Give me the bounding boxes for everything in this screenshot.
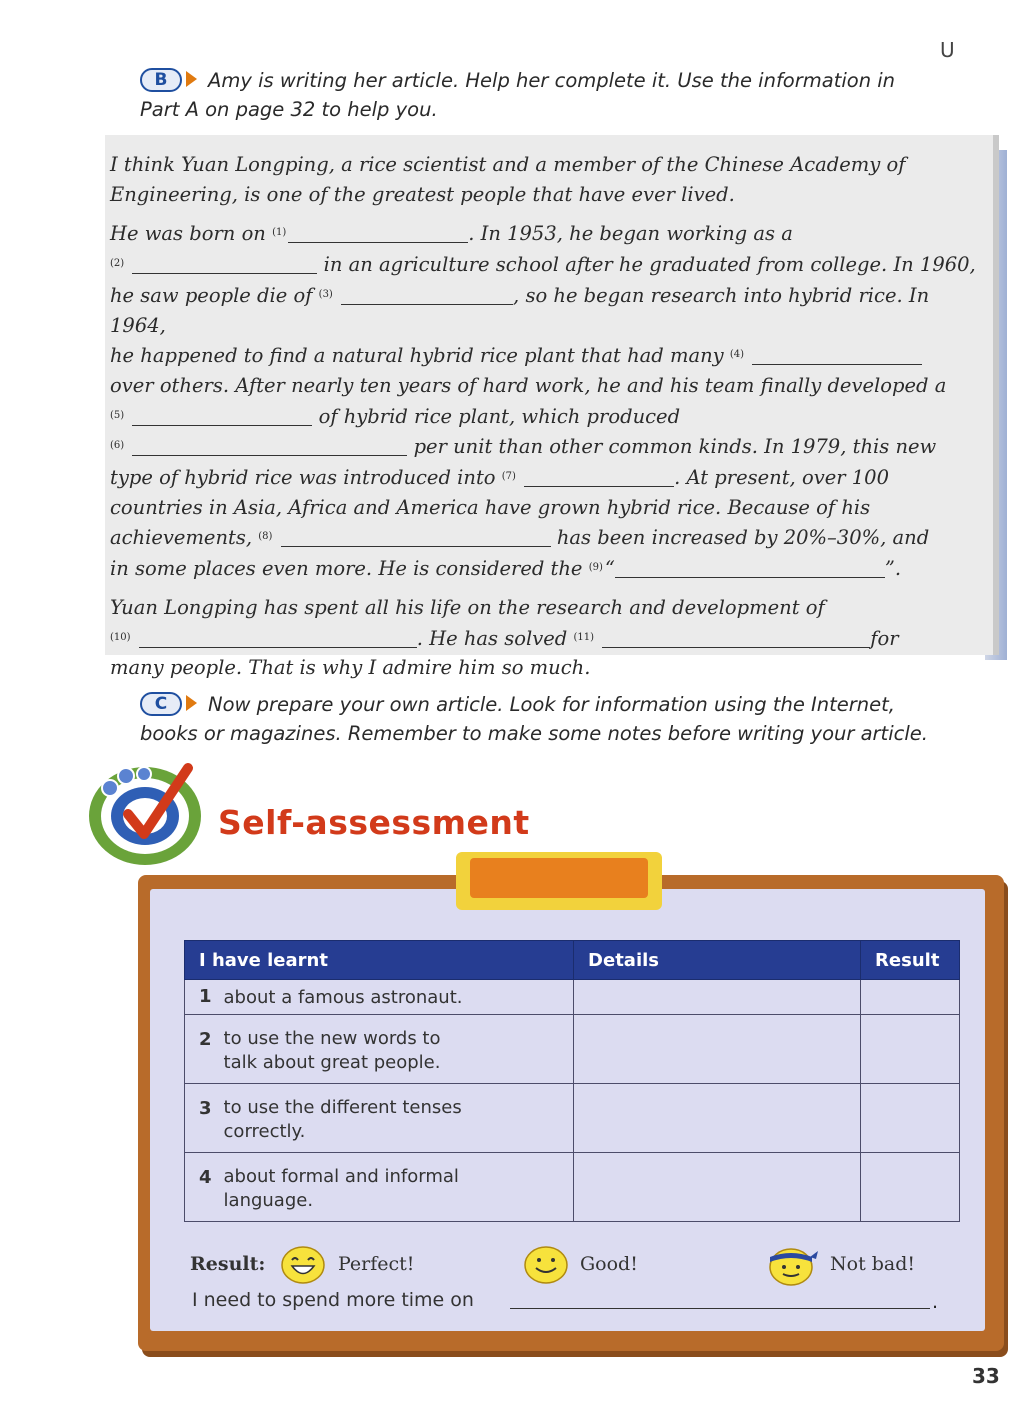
- blank-number: (3): [318, 288, 333, 300]
- section-c-instructions: [140, 690, 950, 748]
- text: . He has solved: [416, 626, 568, 650]
- blank-number: (11): [573, 631, 595, 643]
- article-line: over others. After nearly ten years of hard work, he and his team finally developed a: [110, 373, 947, 397]
- blank-number: (5): [110, 409, 125, 421]
- text: . In 1953, he began working as a: [468, 222, 793, 246]
- article-line: [110, 218, 980, 249]
- answer-blank-7[interactable]: [524, 468, 674, 487]
- row-text: [218, 1084, 574, 1153]
- article-line: [110, 401, 980, 432]
- instruction-line: Part A on page 32 to help you.: [140, 98, 438, 121]
- text: type of hybrid rice was introduced into: [110, 466, 496, 490]
- row-text-line: language.: [223, 1190, 314, 1211]
- good-label: Good!: [580, 1253, 638, 1275]
- smiling-face-icon[interactable]: [523, 1245, 569, 1285]
- play-arrow-icon: [186, 695, 197, 711]
- table-row: [185, 980, 960, 1015]
- answer-blank-4[interactable]: [752, 346, 922, 365]
- text: , so he began research into hybrid rice. In 1964,: [110, 283, 930, 337]
- text: for: [870, 626, 899, 650]
- answer-blank-1[interactable]: [288, 224, 468, 243]
- text: He was born on: [110, 222, 266, 246]
- table-row: [185, 1084, 960, 1153]
- table-header-row: [185, 941, 960, 980]
- article-line: [110, 249, 980, 280]
- result-cell[interactable]: [861, 1015, 960, 1084]
- text: ”.: [884, 557, 902, 581]
- not-bad-label: Not bad!: [830, 1253, 916, 1275]
- row-number: 2: [185, 1015, 218, 1084]
- answer-blank-9[interactable]: [615, 559, 885, 578]
- article-line: [110, 553, 980, 584]
- article-line: [110, 280, 980, 340]
- need-period: .: [932, 1291, 939, 1313]
- article-line: [110, 340, 980, 371]
- text: “: [604, 557, 615, 581]
- result-label: Result:: [190, 1253, 266, 1275]
- article-line: Engineering, is one of the greatest people that have ever lived.: [110, 182, 735, 206]
- article-line: [110, 522, 980, 553]
- text: he saw people die of: [110, 283, 313, 307]
- blank-number: (10): [110, 631, 131, 643]
- row-number: 3: [185, 1084, 218, 1153]
- article-line: [110, 462, 980, 493]
- details-cell[interactable]: [574, 1084, 861, 1153]
- details-cell[interactable]: [574, 1015, 861, 1084]
- checkmark-badge-icon: [88, 758, 206, 866]
- text: per unit than other common kinds. In 1979, this new: [413, 435, 937, 459]
- table-row: [185, 1153, 960, 1222]
- blank-number: (9): [588, 562, 603, 574]
- row-text-line: to use the new words to: [223, 1028, 441, 1049]
- article-line: [110, 623, 980, 654]
- row-number: 4: [185, 1153, 218, 1222]
- row-text-line: about a famous astronaut.: [223, 987, 463, 1008]
- text: in an agriculture school after he graduated from college. In 1960,: [323, 253, 976, 277]
- result-cell[interactable]: [861, 1153, 960, 1222]
- row-text: [218, 1153, 574, 1222]
- answer-blank-8[interactable]: [281, 528, 551, 547]
- article-line: I think Yuan Longping, a rice scientist and a member of the Chinese Academy of: [110, 153, 906, 176]
- self-assessment-table: [184, 940, 960, 1222]
- board-clip-inner: [470, 858, 648, 898]
- blank-number: (6): [110, 440, 125, 452]
- blank-number: (1): [272, 227, 287, 239]
- answer-blank-11[interactable]: [602, 629, 870, 648]
- blank-number: (2): [110, 258, 125, 270]
- answer-blank-6[interactable]: [132, 437, 407, 456]
- text: has been increased by 20%–30%, and: [556, 526, 930, 550]
- self-assessment-title: Self-assessment: [218, 803, 530, 842]
- column-header: Details: [574, 941, 861, 980]
- instruction-line: Amy is writing her article. Help her complete it. Use the information in: [208, 69, 896, 92]
- section-c-badge: [140, 691, 198, 715]
- section-b-badge: [140, 67, 198, 91]
- answer-blank-10[interactable]: [139, 629, 417, 648]
- result-cell[interactable]: [861, 1084, 960, 1153]
- article-line: [110, 431, 980, 462]
- instruction-line: books or magazines. Remember to make some notes before writing your article.: [140, 722, 928, 745]
- need-statement: I need to spend more time on: [192, 1289, 474, 1311]
- details-cell[interactable]: [574, 1153, 861, 1222]
- answer-blank-3[interactable]: [341, 286, 513, 305]
- row-text: [218, 1015, 574, 1084]
- corner-mark: U: [940, 38, 955, 62]
- row-text-line: to use the different tenses: [223, 1097, 462, 1118]
- text: of hybrid rice plant, which produced: [318, 404, 681, 428]
- need-answer-line[interactable]: [510, 1308, 930, 1309]
- row-text-line: correctly.: [223, 1121, 306, 1142]
- badge-label: B: [140, 68, 182, 92]
- text: . At present, over 100: [674, 466, 889, 490]
- result-legend: [190, 1245, 950, 1285]
- blank-number: (7): [501, 471, 516, 483]
- laughing-face-icon[interactable]: [280, 1245, 326, 1285]
- answer-blank-2[interactable]: [132, 255, 317, 274]
- details-cell[interactable]: [574, 980, 861, 1015]
- play-arrow-icon: [186, 71, 197, 87]
- article-line: countries in Asia, Africa and America have grown hybrid rice. Because of his: [110, 495, 871, 519]
- column-header: I have learnt: [185, 941, 574, 980]
- page-number: 33: [972, 1364, 1000, 1388]
- article-line: Yuan Longping has spent all his life on the research and development of: [110, 595, 825, 619]
- result-cell[interactable]: [861, 980, 960, 1015]
- row-text-line: talk about great people.: [223, 1052, 441, 1073]
- blank-number: (4): [729, 349, 745, 361]
- perfect-label: Perfect!: [338, 1253, 415, 1275]
- blank-number: (8): [258, 531, 273, 543]
- text: achievements,: [110, 526, 253, 550]
- text: in some places even more. He is considered the: [110, 557, 583, 581]
- text: he happened to find a natural hybrid rice plant that had many: [110, 344, 724, 368]
- table-row: [185, 1015, 960, 1084]
- article-text: [110, 150, 980, 683]
- row-text-line: about formal and informal: [223, 1166, 459, 1187]
- column-header: Result: [861, 941, 960, 980]
- badge-label: C: [140, 692, 182, 716]
- row-number: 1: [185, 980, 218, 1015]
- answer-blank-5[interactable]: [132, 407, 312, 426]
- instruction-line: Now prepare your own article. Look for information using the Internet,: [208, 693, 895, 716]
- row-text: [218, 980, 574, 1015]
- article-line: many people. That is why I admire him so much.: [110, 656, 591, 680]
- section-b-instructions: [140, 66, 950, 124]
- headband-face-icon[interactable]: [766, 1245, 820, 1287]
